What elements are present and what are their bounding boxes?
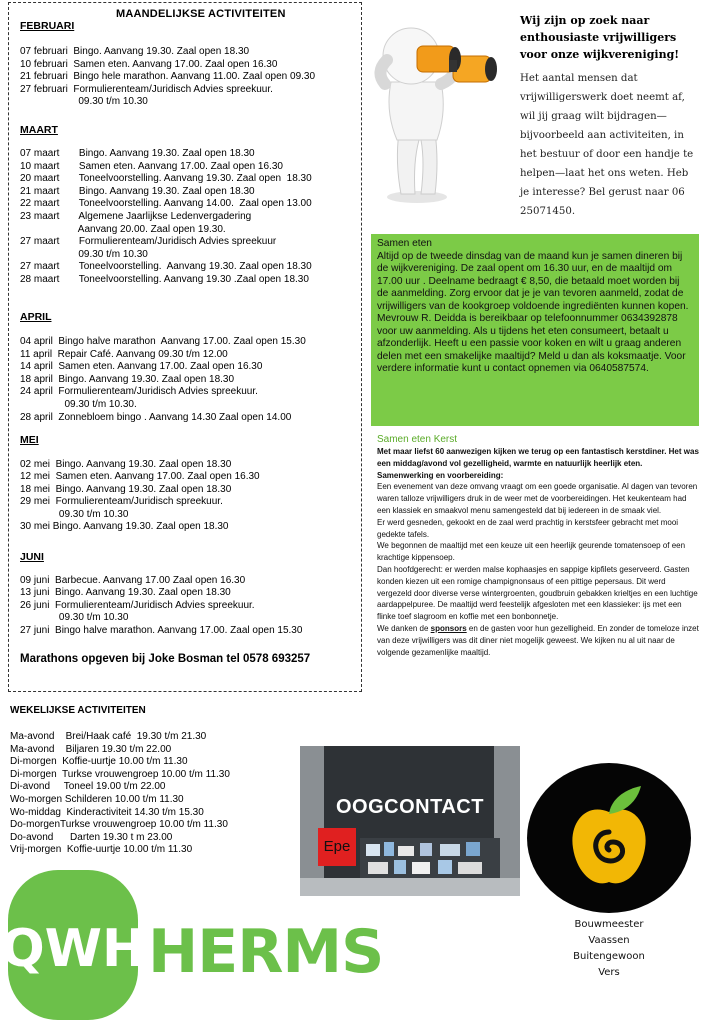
activity-item: 10 februari Samen eten. Aanvang 17.00. Zaal open 16.30 (20, 58, 278, 70)
kerst-paragraph: Dan hoofdgerecht: er werden malse kophaasjes en sappige kipfilets geserveerd. Gasten konden kiezen uit een romige champignonsaus of een pittige pepersaus. Dit werd vergezeld door diverse verse wintergroenten, goudbruin gebakken krieltjes en een luchtige aardappelpuree. De maaltijd werd feestelijk afgesloten met een klassieker: ijs met een flinke toef slagroom en koffie met een bonbonnetje. (377, 564, 698, 622)
oogcontact-sign: OOGCONTACT (336, 796, 484, 818)
kerst-thanks-paragraph (377, 623, 699, 658)
activity-item: 24 april Formulierenteam/Juridisch Advies spreekuur. (20, 386, 258, 398)
activity-item: 22 maart Toneelvoorstelling. Aanvang 14.00. Zaal open 13.00 (20, 198, 312, 210)
weekly-activities-title: WEKELIJKSE ACTIVITEITEN (10, 705, 146, 716)
month-heading: FEBRUARI (20, 20, 75, 32)
weekly-activity-item: Wo-morgen Schilderen 10.00 t/m 11.30 (10, 794, 184, 805)
activity-item: 27 maart Toneelvoorstelling. Aanvang 19.30. Zaal open 18.30 (20, 261, 312, 273)
kerst-paragraph: Een evenement van deze omvang vraagt om een goede organisatie. Al dagen van tevoren waren talloze vrijwilligers druk in de weer met de voorbereidingen. Het keukenteam had een klassiek en smaakvol menu samengesteld dat bij iedereen in de smaak viel. (377, 482, 698, 515)
activity-item: 29 mei Formulierenteam/Juridisch spreekuur. (20, 496, 223, 508)
marathon-note: Marathons opgeven bij Joke Bosman tel 0578 693257 (20, 653, 311, 665)
activity-item: 21 februari Bingo hele marathon. Aanvang 11.00. Zaal open 09.30 (20, 71, 316, 82)
binoculars-figure-illustration (355, 12, 515, 212)
activity-item: 14 april Samen eten. Aanvang 17.00. Zaal open 16.30 (20, 361, 263, 373)
activity-item: 28 maart Toneelvoorstelling. Aanvang 19.30 .Zaal open 18.30 (20, 274, 309, 285)
activity-item: 10 maart Samen eten. Aanvang 17.00. Zaal open 16.30 (20, 160, 283, 172)
weekly-activity-item: Di-morgen Turkse vrouwengroep 10.00 t/m 11.30 (10, 768, 230, 780)
activity-item: 09.30 t/m 10.30. (20, 399, 137, 410)
samen-eten-title: Samen eten (377, 238, 432, 249)
activity-item: 07 februari Bingo. Aanvang 19.30. Zaal open 18.30 (20, 46, 250, 57)
month-heading: JUNI (20, 551, 44, 563)
activity-item: 26 juni Formulierenteam/Juridisch Advies spreekuur. (20, 599, 255, 611)
month-heading: APRIL (20, 311, 52, 323)
activity-item: 11 april Repair Café. Aanvang 09.30 t/m 12.00 (20, 348, 228, 360)
kerst-thanks-text-end: en de gasten voor hun gezelligheid. En zonder de tomeloze inzet van deze vrijwilligers was dit diner niet mogelijk geweest. We kijken nu al uit naar de volgende gezamenlijke maaltijd. (377, 623, 699, 657)
activity-item: 28 april Zonnebloem bingo . Aanvang 14.30 Zaal open 14.00 (20, 411, 292, 423)
weekly-activity-item: Ma-avond Biljaren 19.30 t/m 22.00 (10, 743, 172, 755)
activity-item: 30 mei Bingo. Aanvang 19.30. Zaal open 18.30 (20, 521, 229, 532)
volunteers-heading: Wij zijn op zoek naar enthousiaste vrijwilligers voor onze wijkvereniging! (520, 14, 680, 61)
kerst-paragraph: We begonnen de maaltijd met een keuze uit een heerlijk geurende tomatensoep of een krachtige kippensoep. (377, 541, 686, 563)
month-heading: MAART (20, 124, 58, 136)
monthly-activities-title: MAANDELIJKSE ACTIVITEITEN (116, 8, 286, 20)
samen-eten-text: Altijd op de tweede dinsdag van de maand kun je samen dineren bij de wijkvereniging. De zaal opent om 16.30 uur, en de maaltijd om 17.00 uur . Deelname bedraagt € 8,50, die betaald moet worden bij de aanmelding. Zorg ervoor dat je je van tevoren aanmeld, zodat de vrijwilligers van de kookgroep voldoende ingrediënten kunnen kopen. Mevrouw R. Deidda is bereikbaar op telefoonnummer 0634392878 voor uw aanmelding. Als u tijdens het eten consumeert, betaalt u afzonderlijk. Heeft u een passie voor koken en wilt u graag anderen delen met een smakelijke maaltijd? Meld u dan als koksmaatje. Voor verdere informatie kunt u contact opnemen via 0640587574. (377, 250, 689, 374)
bouwmeester-caption-line: Vers (598, 967, 620, 978)
activity-item: 09.30 t/m 10.30 (20, 612, 129, 624)
activity-item: 09.30 t/m 10.30 (20, 96, 148, 107)
bouwmeester-caption-line: Buitengewoon (573, 951, 645, 962)
activity-item: 23 maart Algemene Jaarlijkse Ledenvergadering (20, 211, 252, 222)
activity-item: 20 maart Toneelvoorstelling. Aanvang 19.30. Zaal open 18.30 (20, 173, 312, 185)
activity-item: 27 maart Formulierenteam/Juridisch Advies spreekuur (20, 236, 277, 248)
activity-item: Aanvang 20.00. Zaal open 19.30. (20, 223, 226, 235)
herms-logo (0, 870, 384, 1020)
epe-badge: Epe (318, 828, 356, 866)
weekly-activity-item: Wo-middag Kinderactiviteit 14.30 t/m 15.30 (10, 806, 204, 818)
activity-item: 04 april Bingo halve marathon Aanvang 17.00. Zaal open 15.30 (20, 336, 306, 347)
bouwmeester-caption (540, 917, 678, 981)
store-shelf-illustration (360, 838, 500, 878)
activity-item: 27 februari Formulierenteam/Juridisch Advies spreekuur. (20, 83, 273, 95)
weekly-activity-item: Do-morgenTurkse vrouwengroep 10.00 t/m 11.30 (10, 819, 228, 831)
bouwmeester-logo (525, 762, 693, 914)
activity-item: 09 juni Barbecue. Aanvang 17.00 Zaal open 16.30 (20, 575, 246, 586)
weekly-activity-item: Vrij-morgen Koffie-uurtje 10.00 t/m 11.30 (10, 844, 193, 856)
kerst-subheading: Samenwerking en voorbereiding: (377, 470, 504, 480)
kerst-title: Samen eten Kerst (377, 434, 458, 445)
herms-name-text: HERMS (148, 917, 384, 987)
weekly-activity-item: Ma-avond Brei/Haak café 19.30 t/m 21.30 (10, 731, 207, 742)
volunteers-text: Het aantal mensen dat vrijwilligerswerk doet neemt af, wil jij graag wilt bijdragen— bijvoorbeeld aan activiteiten, in het bestuur of door een handje te helpen—laat het ons weten. Heb je interesse? Bel gerust naar 06 25071450. (520, 73, 694, 217)
samen-eten-box (371, 234, 699, 426)
activity-item: 13 juni Bingo. Aanvang 19.30. Zaal open 18.30 (20, 587, 231, 599)
activity-item: 27 juni Bingo halve marathon. Aanvang 17.00. Zaal open 15.30 (20, 624, 303, 636)
herms-mark-text: QWH (0, 919, 146, 979)
activity-item: 07 maart Bingo. Aanvang 19.30. Zaal open 18.30 (20, 148, 255, 159)
month-heading: MEI (20, 434, 39, 446)
kerst-paragraph: Er werd gesneden, gekookt en de zaal werd prachtig in kerstsfeer gebracht met mooi gedekte tafels. (377, 517, 679, 539)
kerst-article (377, 446, 699, 658)
activity-item: 18 april Bingo. Aanvang 19.30. Zaal open 18.30 (20, 373, 235, 385)
kerst-intro: Met maar liefst 60 aanwezigen kijken we terug op een fantastisch kerstdiner. Het was een middag/avond vol gezelligheid, warmte en natuurlijk heerlijk eten. (377, 447, 699, 468)
bouwmeester-caption-line: Bouwmeester (574, 919, 644, 930)
weekly-activity-item: Di-morgen Koffie-uurtje 10.00 t/m 11.30 (10, 756, 188, 768)
activity-item: 18 mei Bingo. Aanvang 19.30. Zaal open 18.30 (20, 483, 232, 495)
weekly-activity-item: Do-avond Darten 19.30 t m 23.00 (10, 831, 173, 843)
activity-item: 21 maart Bingo. Aanvang 19.30. Zaal open 18.30 (20, 185, 255, 197)
bouwmeester-caption-line: Vaassen (588, 935, 630, 946)
activity-item: 09.30 t/m 10.30 (20, 248, 148, 260)
activity-item: 12 mei Samen eten. Aanvang 17.00. Zaal open 16.30 (20, 471, 260, 483)
sponsors-link-text: sponsors (430, 623, 467, 633)
weekly-activity-item: Di-avond Toneel 19.00 t/m 22.00 (10, 781, 166, 793)
kerst-thanks-text: We danken de (377, 623, 431, 633)
activity-item: 02 mei Bingo. Aanvang 19.30. Zaal open 18.30 (20, 459, 232, 470)
activity-item: 09.30 t/m 10.30 (20, 508, 129, 520)
